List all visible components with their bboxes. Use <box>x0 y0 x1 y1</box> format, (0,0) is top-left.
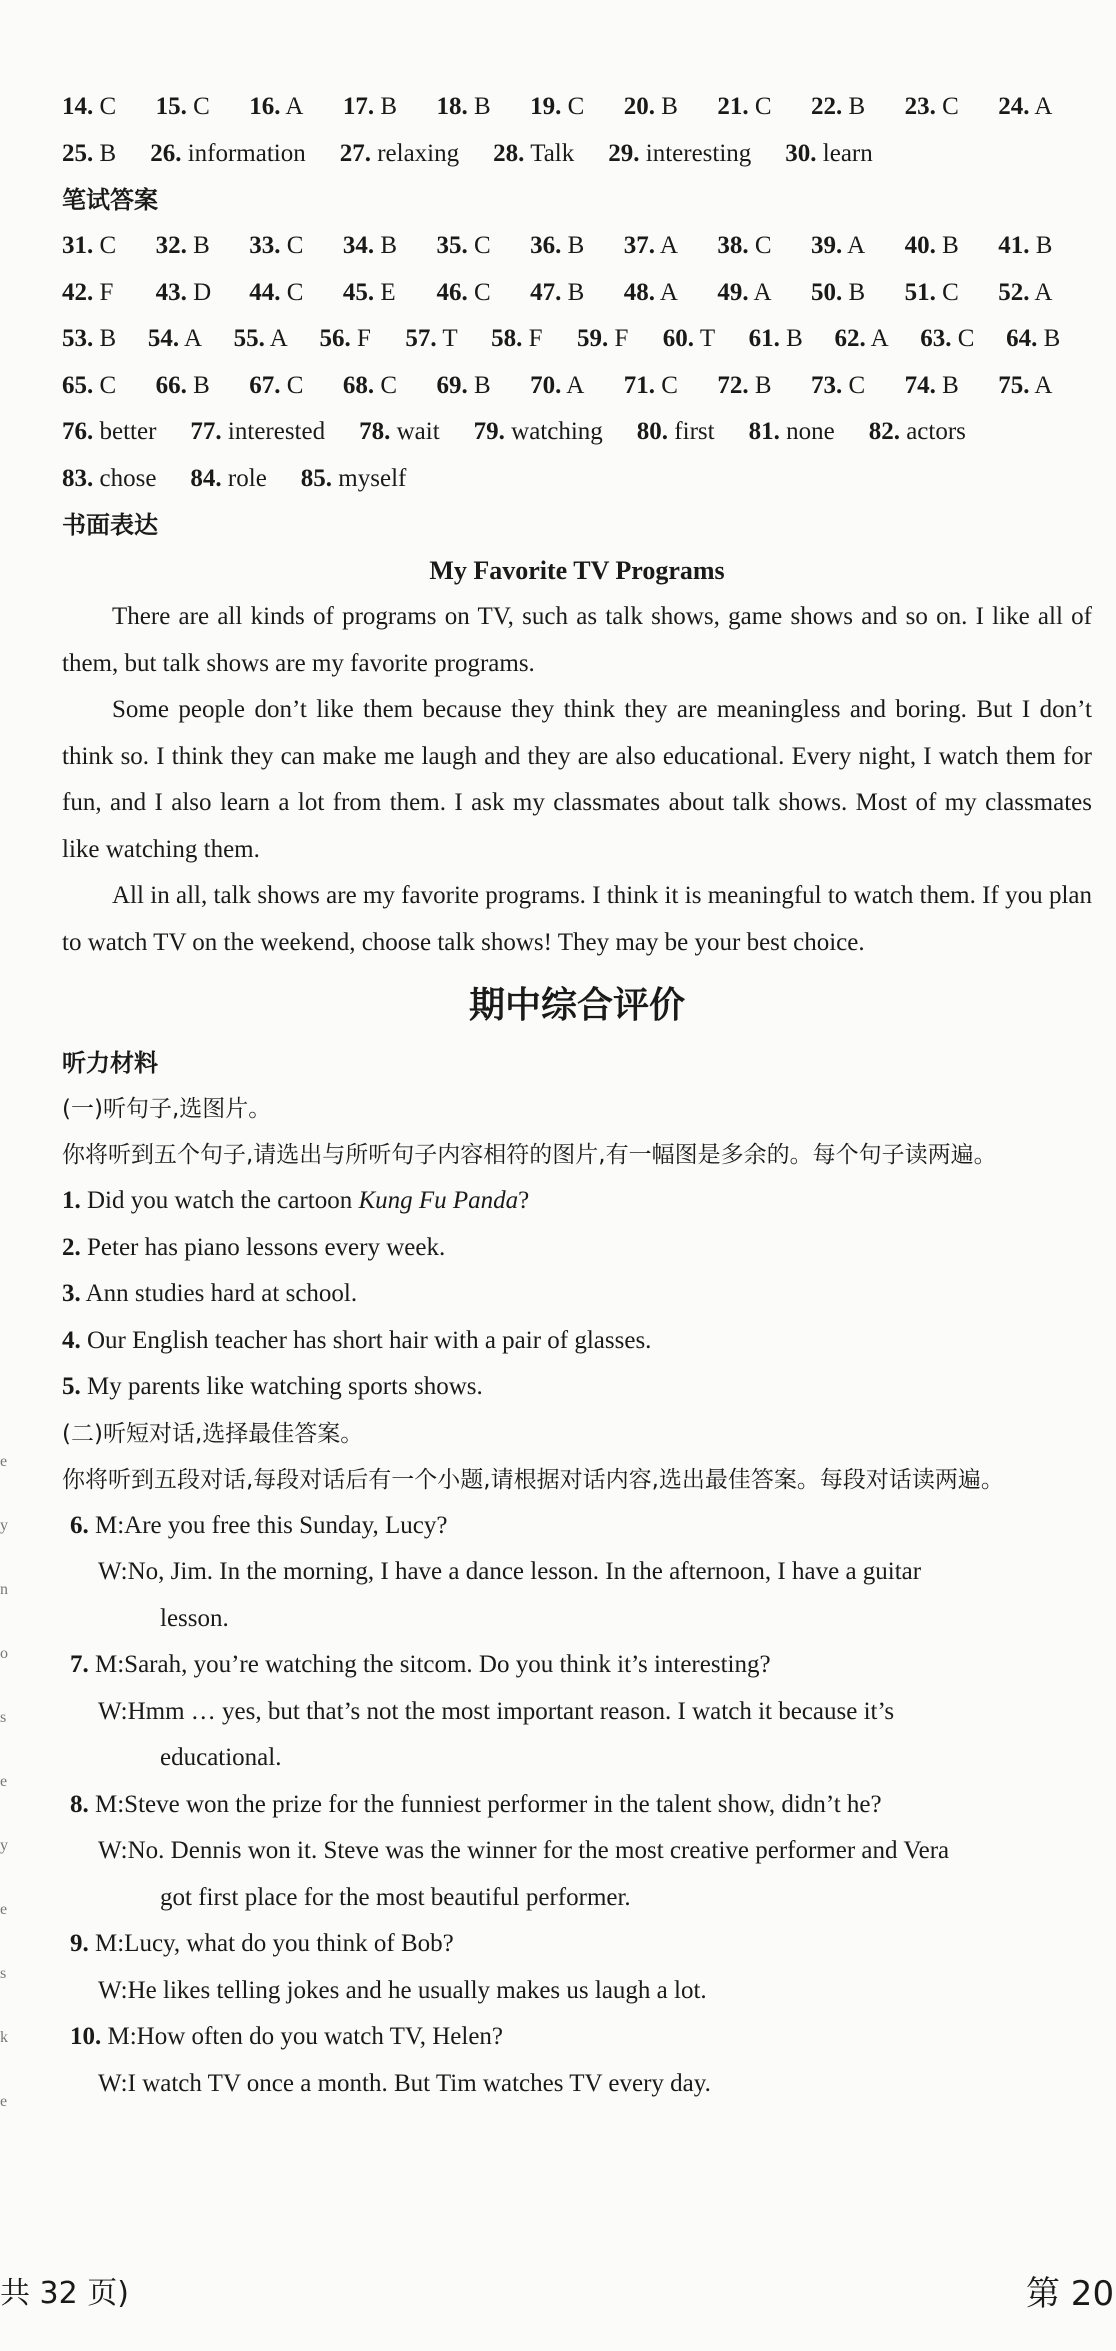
answer-item <box>663 316 749 363</box>
answer-value: B <box>561 232 585 259</box>
answer-value: B <box>1029 232 1053 259</box>
answer-number: 57. <box>405 325 437 352</box>
answer-number: 27. <box>339 139 371 167</box>
answer-number: 20. <box>623 93 655 120</box>
answer-value: C <box>655 371 678 399</box>
answer-value: C <box>467 278 491 306</box>
answer-value: wait <box>390 418 440 445</box>
answer-value: B <box>467 371 491 399</box>
answer-number: 73. <box>811 371 843 399</box>
answer-value: A <box>1029 93 1053 120</box>
footer-page-number: 第 20 <box>1026 2274 1115 2314</box>
answer-number: 24. <box>998 93 1030 120</box>
sentence-1-title: Kung Fu Panda <box>358 1187 519 1214</box>
answer-row-listening-2 <box>62 131 1092 178</box>
sentence-1-text-a: Did you watch the cartoon <box>87 1187 359 1214</box>
margin-letter: n <box>0 1581 8 1598</box>
answer-value: B <box>779 325 803 352</box>
answer-value: information <box>181 139 306 167</box>
answer-number: 84. <box>190 464 222 492</box>
sentence-3-number: 3. <box>62 1280 81 1307</box>
answer-value: B <box>186 232 210 259</box>
dialogue-10-man-text: M:How often do you watch TV, Helen? <box>107 2023 504 2050</box>
answer-number: 29. <box>608 139 640 167</box>
listening-material-heading: 听力材料 <box>62 1049 158 1077</box>
answer-item <box>624 84 718 131</box>
answer-number: 85. <box>300 464 333 492</box>
answer-value: A <box>1029 278 1053 306</box>
answer-item <box>905 363 999 410</box>
answer-item <box>530 84 624 131</box>
answer-item <box>717 84 811 131</box>
answer-value: C <box>280 371 304 399</box>
answer-value: myself <box>332 464 407 492</box>
footer-page-count: 共 32 页) <box>0 2276 129 2311</box>
answer-number: 51. <box>904 278 936 306</box>
answer-value: C <box>842 371 866 399</box>
answer-number: 15. <box>155 93 187 120</box>
answer-item <box>62 84 156 131</box>
answer-item <box>150 131 306 178</box>
answer-item <box>62 223 156 270</box>
dialogue-9-woman <box>62 1968 1092 2015</box>
answer-number: 74. <box>904 371 936 399</box>
answer-value: better <box>93 418 157 445</box>
answer-number: 33. <box>249 232 281 259</box>
answer-value: A <box>748 278 772 306</box>
margin-letter: y <box>0 1517 8 1534</box>
answer-item <box>717 363 811 410</box>
answer-number: 80. <box>636 418 669 445</box>
answer-value: B <box>93 139 117 167</box>
answer-item <box>811 270 905 317</box>
answer-number: 22. <box>811 93 843 120</box>
answer-item <box>359 409 440 456</box>
dialogue-8-woman-line1: W:No. Dennis won it. Steve was the winner for the most creative performer and Vera <box>98 1837 950 1864</box>
answer-value: A <box>865 325 889 352</box>
dialogue-7-man <box>62 1642 1092 1689</box>
answer-item <box>249 363 343 410</box>
sentence-1-number: 1. <box>62 1187 81 1214</box>
answer-value: C <box>280 278 304 306</box>
answer-value: F <box>522 325 543 352</box>
answer-value: C <box>748 93 772 120</box>
answer-item <box>577 316 663 363</box>
answer-value: B <box>842 93 866 120</box>
answer-value: A <box>655 278 678 306</box>
answer-number: 54. <box>147 325 180 352</box>
answer-page <box>62 84 1092 2107</box>
answer-value: relaxing <box>370 139 460 167</box>
sentence-1-text-b: ? <box>518 1187 530 1214</box>
dialogue-8-man <box>62 1782 1092 1829</box>
sentence-3-text: Ann studies hard at school. <box>85 1280 358 1307</box>
answer-value: F <box>350 325 371 352</box>
answer-item <box>156 363 250 410</box>
margin-letter: s <box>0 1709 7 1726</box>
answer-value: B <box>1037 325 1061 352</box>
answer-number: 64. <box>1006 325 1038 352</box>
answer-item <box>62 270 156 317</box>
answer-number: 45. <box>342 278 375 306</box>
answer-value: A <box>561 371 585 399</box>
answer-value: C <box>951 325 975 352</box>
answer-item <box>624 270 718 317</box>
answer-item <box>437 84 531 131</box>
answer-item <box>920 316 1006 363</box>
answer-item <box>785 131 872 178</box>
answer-value: C <box>280 232 304 259</box>
answer-row-written-1 <box>62 223 1092 270</box>
answer-value: first <box>668 418 715 445</box>
answer-row-written-5 <box>62 409 1092 456</box>
answer-number: 65. <box>62 371 94 399</box>
answer-item <box>530 270 624 317</box>
answer-number: 81. <box>748 418 780 445</box>
margin-bleed-letters <box>0 1430 12 2134</box>
answer-number: 71. <box>623 371 655 399</box>
answer-number: 52. <box>998 278 1030 306</box>
answer-value: B <box>935 232 959 259</box>
answer-number: 47. <box>530 278 562 306</box>
answer-item <box>343 223 437 270</box>
answer-item <box>190 456 266 503</box>
answer-row-written-2 <box>62 270 1092 317</box>
answer-item <box>148 316 234 363</box>
answer-value: F <box>93 278 114 306</box>
answer-value: B <box>655 93 678 120</box>
answer-item <box>62 409 156 456</box>
answer-number: 28. <box>493 139 525 167</box>
answer-number: 26. <box>150 139 182 167</box>
writing-heading: 书面表达 <box>62 511 158 539</box>
answer-number: 42. <box>62 278 94 306</box>
dialogue-9-man <box>62 1921 1092 1968</box>
answer-item <box>905 84 999 131</box>
answer-number: 49. <box>717 278 749 306</box>
answer-item <box>190 409 325 456</box>
answer-item <box>749 316 835 363</box>
answer-value: D <box>186 278 212 306</box>
answer-number: 37. <box>623 232 655 259</box>
answer-value: A <box>842 232 866 259</box>
answer-value: C <box>93 232 117 259</box>
answer-item <box>624 363 718 410</box>
dialogue-9-woman-line1: W:He likes telling jokes and he usually makes us laugh a lot. <box>98 1976 707 2004</box>
answer-number: 69. <box>436 371 468 399</box>
part1-heading: (一)听句子,选图片。 <box>62 1096 272 1122</box>
answer-number: 16. <box>249 93 281 120</box>
answer-value: C <box>374 371 398 399</box>
answer-item <box>1006 316 1092 363</box>
answer-number: 75. <box>998 371 1030 399</box>
answer-number: 43. <box>155 278 187 306</box>
margin-letter: y <box>0 1837 8 1854</box>
answer-item <box>749 409 835 456</box>
sentence-2-text: Peter has piano lessons every week. <box>87 1233 446 1261</box>
answer-value: A <box>280 93 304 120</box>
answer-item <box>156 223 250 270</box>
sentence-2-number: 2. <box>62 1233 81 1261</box>
answer-item <box>998 84 1092 131</box>
answer-number: 17. <box>342 93 375 120</box>
answer-item <box>234 316 320 363</box>
answer-item <box>608 131 751 178</box>
answer-value: B <box>842 278 866 306</box>
answer-value: B <box>467 93 491 120</box>
answer-item <box>493 131 574 178</box>
sentence-5 <box>62 1364 1092 1411</box>
answer-number: 61. <box>748 325 780 352</box>
dialogue-10-man <box>62 2014 1092 2061</box>
answer-value: C <box>935 278 959 306</box>
answer-item <box>249 84 343 131</box>
answer-value: B <box>186 371 210 399</box>
essay-paragraph-2: Some people don’t like them because they think they are meaningless and boring. But I don’t think so. I think they can make me laugh and they are also educational. Every night, I watch them for fun, and I also learn a lot from them. I ask my classmates about talk shows. Most of my classmates like watching them. <box>62 696 1092 863</box>
answer-item <box>437 270 531 317</box>
dialogue-10-number: 10. <box>70 2023 102 2050</box>
answer-number: 76. <box>62 418 94 445</box>
answer-item <box>62 316 148 363</box>
dialogue-7-woman <box>62 1689 1092 1782</box>
sentence-5-number: 5. <box>62 1373 81 1400</box>
answer-value: watching <box>504 418 603 445</box>
dialogue-9-number: 9. <box>70 1930 89 1957</box>
dialogue-6-number: 6. <box>70 1511 89 1539</box>
answer-item <box>905 270 999 317</box>
answer-number: 60. <box>662 325 695 352</box>
answer-number: 63. <box>920 325 952 352</box>
sentence-1 <box>62 1178 1092 1225</box>
dialogue-8-woman <box>62 1828 1092 1921</box>
essay-paragraph-1: There are all kinds of programs on TV, such as talk shows, game shows and so on. I like all of them, but talk shows are my favorite programs. <box>62 603 1092 677</box>
answer-item <box>319 316 405 363</box>
answer-number: 35. <box>436 232 468 259</box>
answer-value: none <box>779 418 835 445</box>
answer-value: chose <box>93 464 157 492</box>
answer-item <box>343 270 437 317</box>
answer-value: C <box>93 93 117 120</box>
answer-value: B <box>374 93 398 120</box>
answer-row-written-3 <box>62 316 1092 363</box>
answer-value: role <box>221 464 267 492</box>
answer-number: 39. <box>811 232 843 259</box>
dialogue-10-woman-line1: W:I watch TV once a month. But Tim watches TV every day. <box>98 2069 711 2097</box>
answer-item <box>530 363 624 410</box>
dialogue-8-woman-line2: got first place for the most beautiful performer. <box>160 1883 631 1911</box>
dialogue-7-number: 7. <box>70 1651 89 1678</box>
margin-letter: e <box>0 1773 8 1790</box>
answer-value: B <box>748 371 772 399</box>
answer-item <box>717 270 811 317</box>
answer-number: 25. <box>62 139 94 167</box>
answer-value: C <box>935 93 959 120</box>
answer-number: 55. <box>233 325 265 352</box>
margin-letter: e <box>0 1453 8 1470</box>
part1-instructions: 你将听到五个句子,请选出与所听句子内容相符的图片,有一幅图是多余的。每个句子读两遍。 <box>62 1142 997 1168</box>
answer-item <box>62 363 156 410</box>
answer-item <box>811 223 905 270</box>
answer-value: F <box>608 325 629 352</box>
answer-item <box>437 223 531 270</box>
answer-row-written-4 <box>62 363 1092 410</box>
answer-number: 48. <box>623 278 655 306</box>
answer-item <box>474 409 603 456</box>
answer-number: 68. <box>342 371 375 399</box>
answer-item <box>301 456 407 503</box>
answer-row-written-6 <box>62 456 1092 503</box>
answer-number: 79. <box>473 418 505 445</box>
answer-value: B <box>935 371 959 399</box>
answer-number: 78. <box>359 418 391 445</box>
sentence-3 <box>62 1271 1092 1318</box>
part2-heading: (二)听短对话,选择最佳答案。 <box>62 1420 364 1447</box>
answer-number: 77. <box>190 418 222 445</box>
dialogue-8-man-text: M:Steve won the prize for the funniest performer in the talent show, didn’t he? <box>95 1790 882 1818</box>
answer-item <box>343 84 437 131</box>
dialogue-7-man-text: M:Sarah, you’re watching the sitcom. Do you think it’s interesting? <box>95 1651 771 1678</box>
answer-value: A <box>264 325 288 352</box>
part2-instructions: 你将听到五段对话,每段对话后有一个小题,请根据对话内容,选出最佳答案。每段对话读两遍。 <box>62 1466 1004 1493</box>
answer-number: 56. <box>319 325 351 352</box>
answer-number: 21. <box>717 93 749 120</box>
dialogue-6-man-text: M:Are you free this Sunday, Lucy? <box>95 1511 448 1539</box>
answer-number: 44. <box>249 278 281 306</box>
answer-item <box>343 363 437 410</box>
answer-item <box>637 409 715 456</box>
answer-value: C <box>561 93 585 120</box>
midterm-title: 期中综合评价 <box>468 984 685 1026</box>
answer-value: A <box>179 325 203 352</box>
answer-number: 59. <box>576 325 609 352</box>
answer-item <box>62 456 156 503</box>
answer-number: 18. <box>436 93 468 120</box>
answer-value: interesting <box>639 139 752 167</box>
answer-item <box>437 363 531 410</box>
answer-item <box>905 223 999 270</box>
answer-value: B <box>374 232 398 259</box>
answer-value: A <box>655 232 678 259</box>
dialogue-7-woman-line2: educational. <box>160 1744 282 1771</box>
answer-item <box>717 223 811 270</box>
answer-value: T <box>436 325 458 352</box>
dialogue-9-man-text: M:Lucy, what do you think of Bob? <box>95 1930 454 1957</box>
answer-number: 58. <box>491 325 523 352</box>
answer-item <box>491 316 577 363</box>
answer-item <box>530 223 624 270</box>
answer-number: 30. <box>785 139 817 167</box>
sentence-5-text: My parents like watching sports shows. <box>87 1373 483 1400</box>
answer-number: 36. <box>530 232 562 259</box>
dialogue-10-woman <box>62 2061 1092 2108</box>
answer-item <box>998 223 1092 270</box>
answer-value: C <box>93 371 117 399</box>
answer-item <box>249 223 343 270</box>
answer-number: 82. <box>868 418 900 445</box>
dialogue-6-woman-line2: lesson. <box>160 1604 229 1632</box>
answer-row-listening-1 <box>62 84 1092 131</box>
essay-title: My Favorite TV Programs <box>429 556 725 585</box>
answer-number: 46. <box>436 278 468 306</box>
sentence-4-number: 4. <box>62 1326 81 1354</box>
margin-letter: e <box>0 2093 8 2110</box>
answer-value: A <box>1029 371 1053 399</box>
answer-number: 19. <box>530 93 562 120</box>
dialogue-8-number: 8. <box>70 1790 89 1818</box>
answer-number: 14. <box>62 93 94 120</box>
answer-item <box>998 270 1092 317</box>
answer-item <box>249 270 343 317</box>
sentence-2 <box>62 1225 1092 1272</box>
answer-value: C <box>467 232 491 259</box>
essay-paragraph-3: All in all, talk shows are my favorite programs. I think it is meaningful to watch them. If you plan to watch TV on the weekend, choose talk shows! They may be your best choice. <box>62 882 1092 956</box>
answer-item <box>340 131 459 178</box>
sentence-4-text: Our English teacher has short hair with a pair of glasses. <box>87 1326 652 1354</box>
sentence-4 <box>62 1318 1092 1365</box>
answer-item <box>405 316 491 363</box>
margin-letter: e <box>0 1901 8 1918</box>
dialogue-7-woman-line1: W:Hmm … yes, but that’s not the most important reason. I watch it because it’s <box>98 1697 895 1725</box>
answer-number: 83. <box>62 464 94 492</box>
answer-item <box>624 223 718 270</box>
answer-item <box>834 316 920 363</box>
answer-value: C <box>748 232 772 259</box>
answer-number: 70. <box>530 371 562 399</box>
dialogue-6-woman-line1: W:No, Jim. In the morning, I have a dance lesson. In the afternoon, I have a guitar <box>98 1558 922 1585</box>
answer-value: B <box>561 278 585 306</box>
answer-item <box>62 131 116 178</box>
answer-number: 38. <box>717 232 749 259</box>
answer-number: 53. <box>62 325 94 352</box>
answer-item <box>811 363 905 410</box>
answer-item <box>811 84 905 131</box>
dialogue-6-woman <box>62 1549 1092 1642</box>
answer-item <box>869 409 966 456</box>
answer-value: T <box>694 325 716 352</box>
answer-number: 40. <box>904 232 936 259</box>
answer-value: actors <box>899 418 966 445</box>
answer-number: 62. <box>834 325 866 352</box>
margin-letter: o <box>0 1645 8 1662</box>
answer-number: 67. <box>249 371 281 399</box>
answer-number: 72. <box>717 371 749 399</box>
answer-value: interested <box>221 418 326 445</box>
answer-value: B <box>93 325 117 352</box>
answer-number: 41. <box>998 232 1030 259</box>
answer-number: 23. <box>904 93 936 120</box>
answer-value: learn <box>816 139 873 167</box>
answer-value: C <box>186 93 210 120</box>
margin-letter: s <box>0 1965 7 1982</box>
answer-number: 31. <box>62 232 94 259</box>
answer-item <box>156 270 250 317</box>
answer-number: 34. <box>342 232 375 259</box>
answer-number: 50. <box>811 278 843 306</box>
answer-item <box>156 84 250 131</box>
answer-value: Talk <box>524 139 575 167</box>
answer-item <box>998 363 1092 410</box>
answer-value: E <box>374 278 396 306</box>
answer-number: 32. <box>155 232 187 259</box>
dialogue-6-man <box>62 1503 1092 1550</box>
written-answers-heading: 笔试答案 <box>62 186 158 214</box>
answer-number: 66. <box>155 371 187 399</box>
margin-letter: k <box>0 2029 8 2046</box>
